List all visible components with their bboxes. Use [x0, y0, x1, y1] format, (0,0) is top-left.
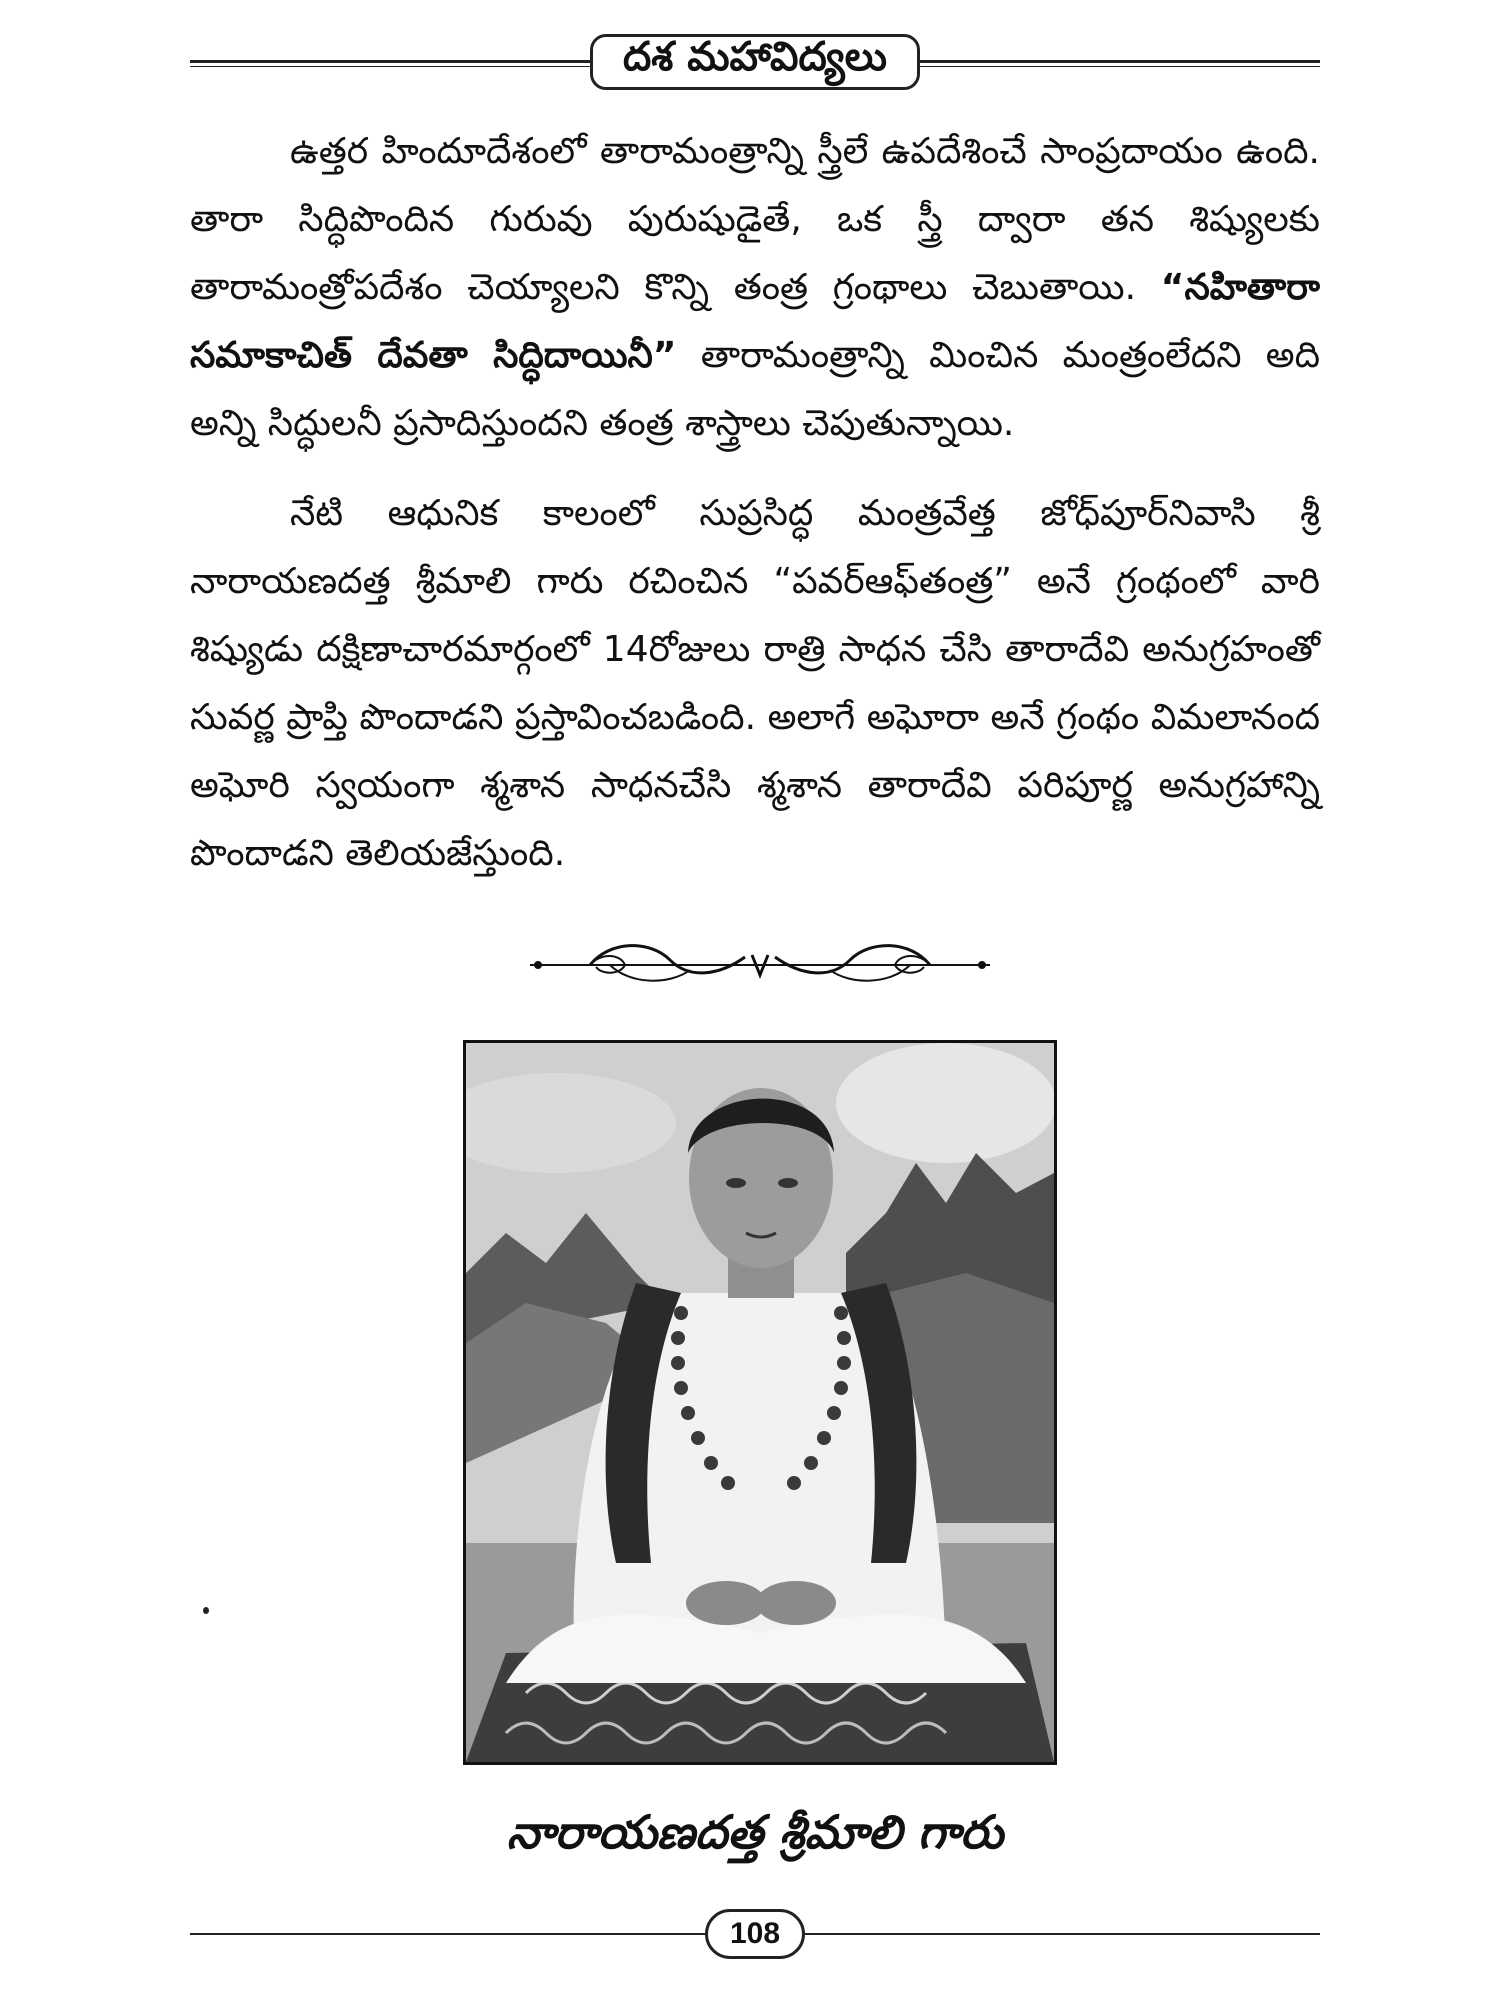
paragraph-1-text-a: ఉత్తర హిందూదేశంలో తారామంత్రాన్ని స్త్రీలే ఉపదేశించే సాంప్రదాయం ఉంది. తారా సిద్ధిపొందిన గురువు పురుషుడైతే, ఒక స్త్రీ ద్వారా తన శిష్యులకు తారామంత్రోపదేశం చెయ్యాలని కొన్ని తంత్ర గ్రంథాలు చెబుతాయి. — [190, 131, 1320, 308]
page-footer — [190, 1905, 1320, 1965]
photo-caption: నారాయణదత్త శ్రీమాలి గారు — [506, 1805, 1004, 1859]
body-text — [190, 118, 1320, 910]
page-speck — [203, 1607, 209, 1614]
page-header — [190, 28, 1320, 98]
ornament-divider-icon — [530, 935, 990, 995]
portrait-photo — [463, 1040, 1057, 1765]
paragraph-2: నేటి ఆధునిక కాలంలో సుప్రసిద్ధ మంత్రవేత్త జోధ్‌పూర్‌నివాసి శ్రీ నారాయణదత్త శ్రీమాలి గారు రచించిన “పవర్‌ఆఫ్‌తంత్ర” అనే గ్రంథంలో వారి శిష్యుడు దక్షిణాచారమార్గంలో 14రోజులు రాత్రి సాధన చేసి తారాదేవి అనుగ్రహంతో సువర్ణ ప్రాప్తి పొందాడని ప్రస్తావించబడింది. అలాగే అఘోరా అనే గ్రంథం విమలానంద అఘోరి స్వయంగా శ్మశాన సాధనచేసి శ్మశాన తారాదేవి పరిపూర్ణ అనుగ్రహాన్ని పొందాడని తెలియజేస్తుంది. — [190, 493, 1320, 874]
footer-rule-left — [190, 1933, 705, 1935]
paragraph-1 — [190, 118, 1320, 458]
page-number: 108 — [705, 1909, 805, 1959]
footer-rule-right — [805, 1933, 1320, 1935]
portrait-illustration — [466, 1043, 1054, 1762]
header-rule-left — [190, 60, 590, 67]
paragraph-1-text-b: తారామంత్రాన్ని మించిన మంత్రంలేదని అది అన్ని సిద్ధులనీ ప్రసాదిస్తుందని తంత్ర శాస్త్రాలు చెపుతున్నాయి. — [190, 335, 1321, 444]
header-rule-right — [920, 60, 1320, 67]
sanskrit-quote: “నహితారా సమాకాచిత్ దేవతా సిద్ధిదాయినీ” — [190, 267, 1320, 376]
chapter-title: దశ మహావిద్యలు — [590, 34, 920, 90]
